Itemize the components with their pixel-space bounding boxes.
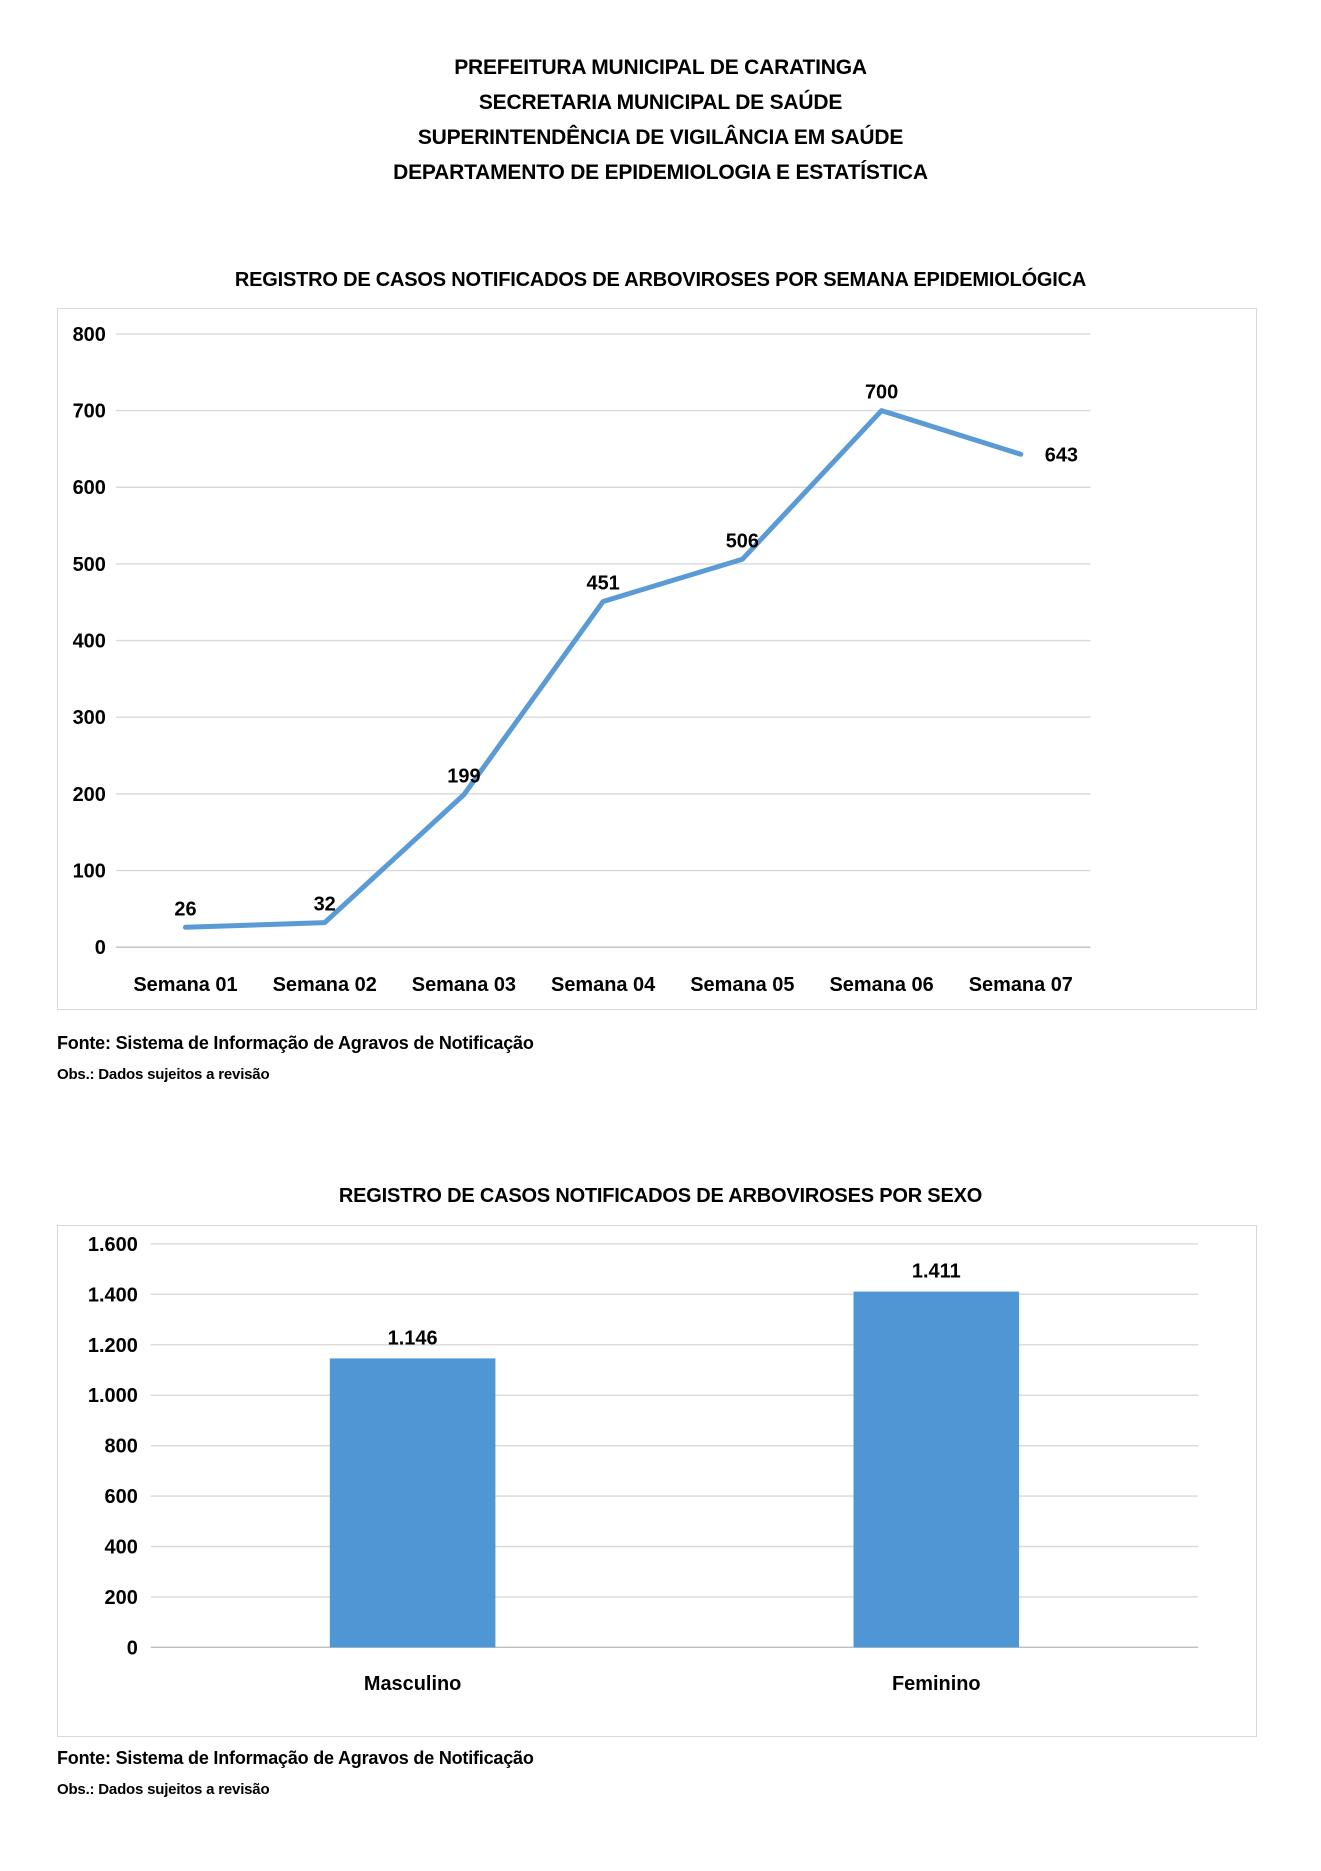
svg-text:800: 800	[104, 1435, 138, 1458]
svg-text:26: 26	[174, 898, 197, 921]
svg-text:Feminino: Feminino	[891, 1673, 981, 1696]
svg-text:506: 506	[725, 530, 759, 553]
svg-text:200: 200	[72, 783, 106, 806]
svg-text:0: 0	[126, 1637, 138, 1660]
svg-text:500: 500	[72, 553, 106, 576]
svg-text:200: 200	[104, 1586, 138, 1609]
revision-note-1: Obs.: Dados sujeitos a revisão	[57, 1066, 270, 1083]
svg-text:700: 700	[72, 400, 106, 423]
svg-text:643: 643	[1044, 444, 1079, 467]
svg-text:700: 700	[864, 381, 899, 404]
svg-text:199: 199	[447, 765, 481, 788]
svg-text:Semana 04: Semana 04	[551, 974, 656, 997]
svg-text:1.200: 1.200	[87, 1334, 138, 1357]
source-note-2: Fonte: Sistema de Informação de Agravos de Notificação	[57, 1748, 534, 1768]
svg-text:451: 451	[586, 572, 620, 595]
line-chart	[57, 308, 1257, 1010]
svg-text:600: 600	[104, 1486, 138, 1509]
svg-text:Semana 05: Semana 05	[690, 974, 795, 997]
svg-text:0: 0	[94, 937, 106, 960]
svg-text:400: 400	[104, 1536, 138, 1559]
svg-text:800: 800	[72, 323, 106, 346]
svg-text:Semana 02: Semana 02	[272, 974, 377, 997]
document-header	[0, 50, 1321, 190]
svg-text:1.600: 1.600	[87, 1233, 138, 1256]
header-line-3: SUPERINTENDÊNCIA DE VIGILÂNCIA EM SAÚDE	[417, 126, 904, 149]
svg-text:1.411: 1.411	[911, 1260, 961, 1283]
line-chart-title: REGISTRO DE CASOS NOTIFICADOS DE ARBOVIROSES POR SEMANA EPIDEMIOLÓGICA	[234, 268, 1087, 291]
source-note-1: Fonte: Sistema de Informação de Agravos de Notificação	[57, 1033, 534, 1053]
svg-text:Semana 07: Semana 07	[968, 974, 1073, 997]
svg-text:32: 32	[313, 893, 336, 916]
revision-note-2: Obs.: Dados sujeitos a revisão	[57, 1781, 270, 1798]
svg-text:100: 100	[72, 860, 106, 883]
header-line-2: SECRETARIA MUNICIPAL DE SAÚDE	[478, 91, 843, 114]
svg-text:300: 300	[72, 707, 106, 730]
header-line-1: PREFEITURA MUNICIPAL DE CARATINGA	[454, 56, 867, 79]
svg-text:Semana 03: Semana 03	[411, 974, 517, 997]
header-line-4: DEPARTAMENTO DE EPIDEMIOLOGIA E ESTATÍSTICA	[393, 161, 928, 184]
bar-chart	[57, 1225, 1257, 1737]
svg-text:Masculino: Masculino	[363, 1673, 462, 1696]
bar-chart-svg	[58, 1226, 1256, 1736]
svg-text:Semana 06: Semana 06	[829, 974, 934, 997]
svg-text:600: 600	[72, 477, 106, 500]
svg-text:Semana 01: Semana 01	[133, 974, 238, 997]
svg-text:1.000: 1.000	[87, 1385, 138, 1408]
svg-text:1.400: 1.400	[87, 1284, 138, 1307]
svg-text:400: 400	[72, 630, 106, 653]
svg-text:1.146: 1.146	[387, 1327, 438, 1350]
line-chart-svg	[58, 309, 1256, 1009]
bar-chart-title: REGISTRO DE CASOS NOTIFICADOS DE ARBOVIROSES POR SEXO	[338, 1184, 983, 1207]
